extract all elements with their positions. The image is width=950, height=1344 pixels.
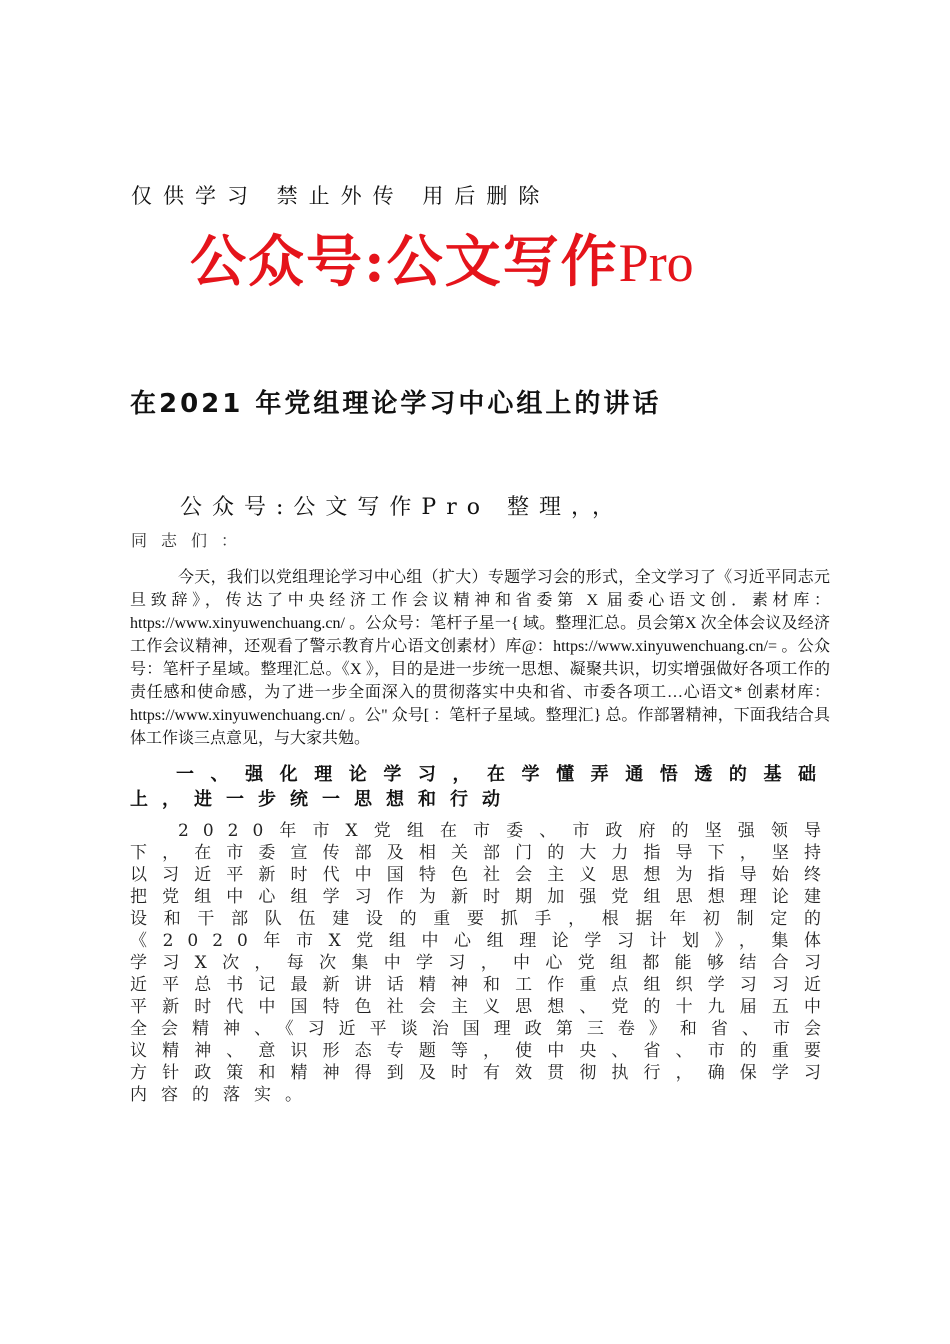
- section-1-paragraph: 2020年市X党组在市委、市政府的坚强领导下，在市委宣传部及相关部门的大力指导下，坚持以习近平新时代中国特色社会主义思想为指导始终把党组中心组学习作为新时期加强党组思想理论建设和干部队伍建设的重要抓手，根据年初制定的《2020年市X党组中心组理论学习计划》，集体学习X次，每次集中学习，中心党组都能够结合习近平总书记最新讲话精神和工作重点组织学习习近平新时代中国特色社会主义思想、党的十九届五中全会精神、《习近平谈治国理政第三卷》和省、市会议精神、意识形态专题等，使中央、省、市的重要方针政策和精神得到及时有效贯彻执行，确保学习内容的落实。: [130, 821, 835, 1105]
- brand-logo: [190, 222, 694, 303]
- document-title: 在2021 年党组理论学习中心组上的讲话: [130, 389, 662, 419]
- brand-suffix-text: Pro: [618, 233, 694, 293]
- document-subtitle: 公众号:公文写作Pro 整理，，: [180, 495, 624, 520]
- brand-main-text: 公众号:公文写作: [190, 229, 619, 295]
- watermark-notice: 仅供学习 禁止外传 用后删除: [131, 184, 551, 208]
- intro-paragraph: 今天，我们以党组理论学习中心组（扩大）专题学习会的形式，全文学习了《习近平同志元旦致辞》，传达了中央经济工作会议精神和省委第 X 届委心语文创．素材库：https://www.xinyuwenchuang.cn/ 。公众号：笔杆子星一{ 域。整理汇总。员会第X 次全体会议及经济工作会议精神，还观看了警示教育片心语文创素材）库@：https://www.xinyuwenchuang.cn/= 。公众号：笔杆子星域。整理汇总。《X 》，目的是进一步统一思想、凝聚共识，切实增强做好各项工作的责任感和使命感，为了进一步全面深入的贯彻落实中央和省、市委各项工…心语文* 创素材库：https://www.xinyuwenchuang.cn/ 。公" 众号[ ：笔杆子星域。整理汇} 总。作部署精神，下面我结合具体工作谈三点意见，与大家共勉。: [130, 569, 830, 747]
- greeting: 同志们：: [131, 531, 252, 550]
- section-heading-1: 一、强化理论学习，在学懂弄通悟透的基础上，进一步统一思想和行动: [130, 764, 830, 810]
